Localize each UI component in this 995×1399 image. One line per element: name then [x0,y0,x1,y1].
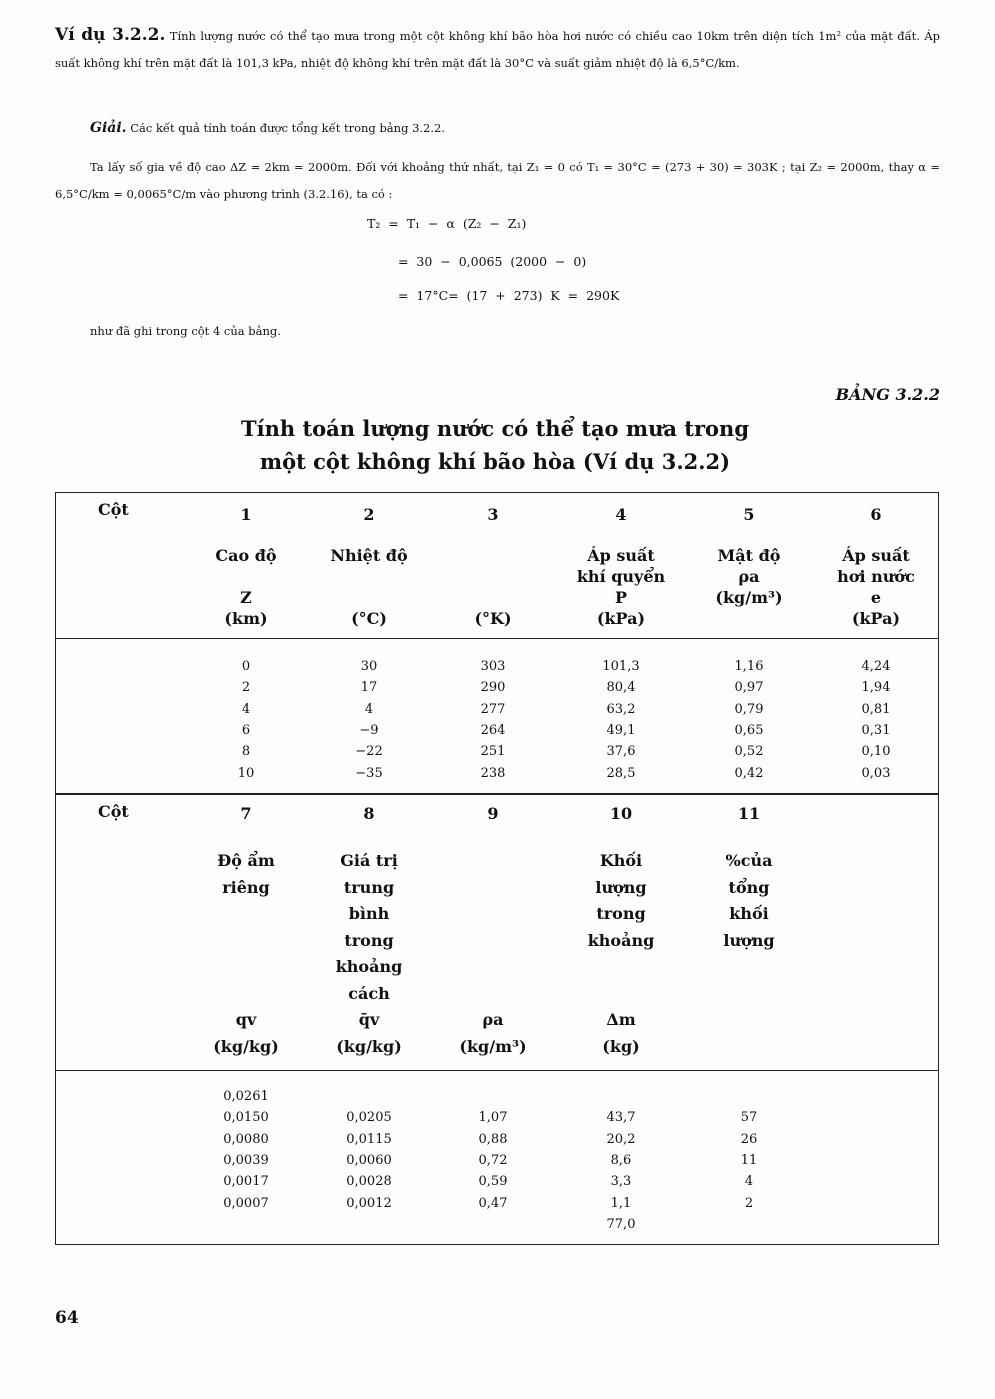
table-divider [55,1070,939,1071]
table-cell: 0,03 [861,765,891,781]
table-cell: 0,72 [478,1152,508,1168]
table-cell: 4 [241,701,251,717]
table-cell: 37,6 [606,744,636,760]
column-header: Áp suất hơi nước e (kPa) [837,546,915,628]
column-number: 9 [487,804,499,823]
table-divider [55,638,939,639]
table-cell: 238 [480,765,506,781]
table-cell: 251 [480,744,506,760]
table-cell: 4 [364,701,374,717]
table-cell: 2 [241,680,251,696]
table-cell: 290 [480,680,506,696]
table-cell: 4,24 [861,659,891,674]
table-cell: 43,7 [606,1110,636,1126]
table-cell: 3,3 [610,1174,632,1190]
table-cell: 0,59 [478,1174,508,1190]
example-text: Tính lượng nước có thể tạo mưa trong một cột không khí bão hòa hơi nước có chiều cao 10km trên diện tích 1m² của mặt đất. Áp suất không khí trên mặt đất là 101,3 kPa, nhiệt độ không khí trên mặt đất là 30°C và suất giảm nhiệt độ là 6,5°C/km. [55,29,940,70]
table-cell: 0,0012 [346,1195,392,1211]
column-number: 11 [737,804,761,823]
table-cell: 0,0017 [223,1174,269,1190]
table-cell: 57 [740,1110,758,1126]
table-cell: 8 [241,744,251,760]
table-tag: BẢNG 3.2.2 [835,385,940,404]
equation-line-1: T₂ = T₁ − α (Z₂ − Z₁) [367,216,527,231]
table-cell: 11 [740,1152,758,1168]
column-number: 7 [240,804,252,823]
table-cell: 1,94 [861,680,891,696]
column-header: Mật độ ρa (kg/m³) [715,546,783,607]
table-cell: 0,0060 [346,1152,392,1168]
column-number: 8 [363,804,375,823]
table-cell: 0,0028 [346,1174,392,1190]
column-header: Nhiệt độ (°C) [330,546,408,628]
table-cell: 63,2 [606,701,636,717]
table-cell: 0,65 [734,722,764,738]
table-cell: 4 [744,1174,754,1190]
table-cell: 0,88 [478,1131,508,1147]
equation-line-2: = 30 − 0,0065 (2000 − 0) [398,254,587,269]
table-cell: −9 [359,722,379,738]
table-cell: −35 [355,765,383,781]
table-cell: 303 [480,659,506,674]
table-cell: 0,47 [478,1195,508,1211]
table-cell: 80,4 [606,680,636,696]
table-cell: 49,1 [606,722,636,738]
example-label: Ví dụ 3.2.2. [55,25,166,45]
solution-label: Giải. [90,120,127,136]
column-header: ρa (kg/m³) [459,1010,527,1056]
column-header: Cao độ Z (km) [215,546,277,628]
table-cell: −22 [355,744,383,760]
page-number: 64 [55,1308,79,1328]
table-cell: 0,0150 [223,1110,269,1126]
column-number: 5 [743,505,755,524]
table-cell: 277 [480,701,506,717]
table-cell: 26 [740,1131,758,1147]
column-header: Áp suất khí quyển P (kPa) [576,546,666,628]
table-cell: 264 [480,722,506,738]
solution-paragraph [90,115,940,142]
table-cell: 2 [744,1195,754,1211]
column-header: Khối lượng trong khoảng Δm (kg) [587,851,655,1056]
table-cell: 0,0115 [346,1131,392,1147]
column-header: %của tổng khối lượng [723,851,775,950]
table-cell: 6 [241,722,251,738]
table-cell: 77,0 [606,1216,636,1232]
derivation-paragraph: Ta lấy số gia về độ cao ΔZ = 2km = 2000m. Đối với khoảng thứ nhất, tại Z₁ = 0 có T₁ = 30°C = (273 + 30) = 303K ; tại Z₂ = 2000m, thay α = 6,5°C/km = 0,0065°C/m vào phương trình (3.2.16), ta có : [55,160,940,201]
table-cell: 0,52 [734,744,764,760]
table-cell: 0,31 [861,722,891,738]
column-number: 3 [487,505,499,524]
table-cell: 1,16 [734,659,764,674]
table-cell: 8,6 [610,1152,632,1168]
table-cell: 0,79 [734,701,764,717]
table-cell: 0 [241,659,251,674]
table-cell: 0,0039 [223,1152,269,1168]
table-cell: 0,42 [734,765,764,781]
equation-line-3: = 17°C= (17 + 273) K = 290K [398,288,620,303]
table-cell: 0,0205 [346,1110,392,1126]
example-paragraph [55,22,940,77]
table-cell: 0,81 [861,701,891,717]
table-cell: 0,97 [734,680,764,696]
table-cell: 0,0261 [223,1089,269,1104]
table-cell: 20,2 [606,1131,636,1147]
table-cell: 30 [360,659,378,674]
column-header: Độ ẩm riêng qv (kg/kg) [213,851,279,1056]
column-number: 1 [240,505,252,524]
table-cell: 101,3 [602,659,640,674]
column-header: Giá trị trung bình trong khoảng cách q̄v (kg/kg) [335,851,403,1056]
table-cell: 10 [237,765,255,781]
solution-text: Các kết quả tính toán được tổng kết trong bảng 3.2.2. [130,121,445,135]
table-cell: 17 [360,680,378,696]
column-number: 10 [609,804,633,823]
note-paragraph: như đã ghi trong cột 4 của bảng. [90,324,281,338]
table-cell: 28,5 [606,765,636,781]
column-number: 2 [363,505,375,524]
row-label-part1: Cột [98,500,129,519]
table-title-line-1: Tính toán lượng nước có thể tạo mưa trong [241,416,749,441]
table-title-line-2: một cột không khí bão hòa (Ví dụ 3.2.2) [259,449,731,474]
table-cell: 0,0080 [223,1131,269,1147]
table-cell: 1,07 [478,1110,508,1126]
column-number: 6 [870,505,882,524]
table-divider [55,793,939,795]
column-number: 4 [615,505,627,524]
column-header: (°K) [474,609,512,628]
table-cell: 0,0007 [223,1195,269,1211]
table-cell: 1,1 [610,1195,632,1211]
row-label-part2: Cột [98,802,129,821]
table-cell: 0,10 [861,744,891,760]
